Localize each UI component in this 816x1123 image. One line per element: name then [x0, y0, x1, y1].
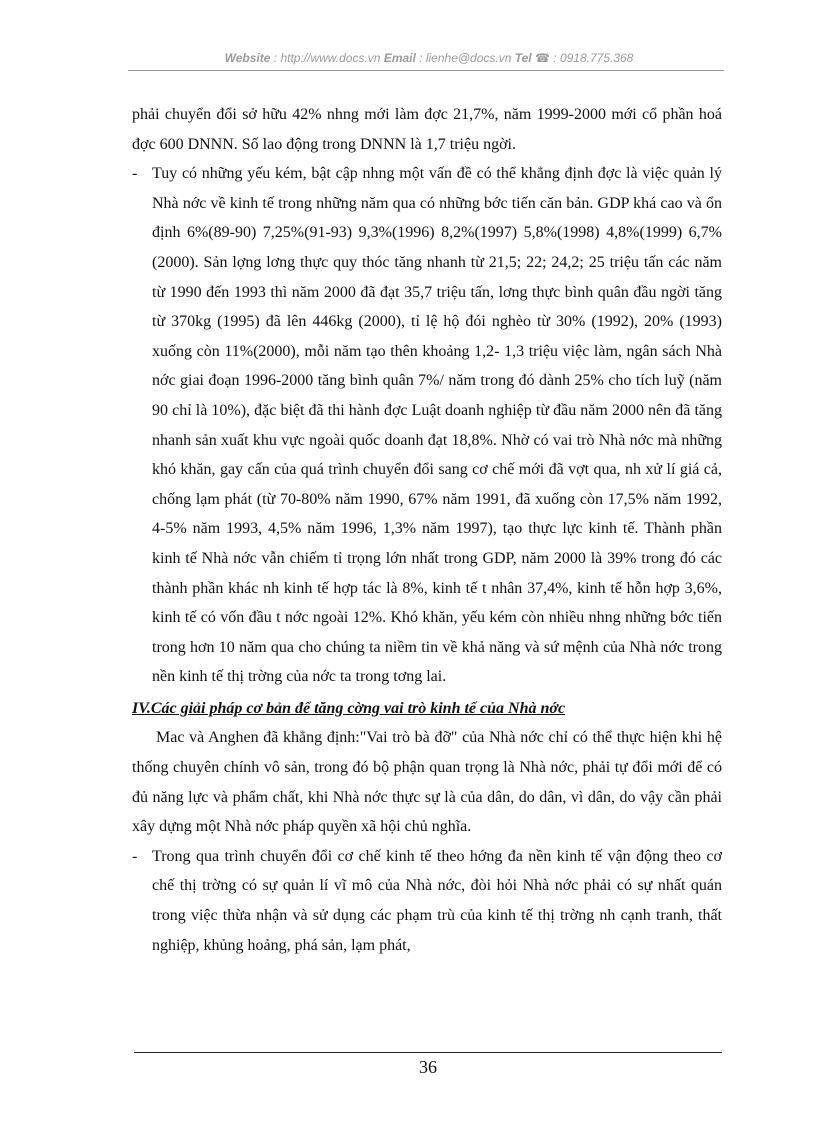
paragraph-3: Mac và Anghen đã khẳng định:"Vai trò bà đỡ" của Nhà nớc chỉ có thể thực hiện khi hệ thống chuyên chính vô sản, trong đó bộ phận quan trọng là Nhà nớc, phải tự đổi mới để có đủ năng lực và phẩm chất, khi Nhà nớc thực sự là của dân, do dân, vì dân, do vậy cần phải xây dựng một Nhà nớc pháp quyền xã hội chủ nghĩa.: [132, 729, 722, 836]
paragraph-4: [132, 842, 722, 960]
email-value: : lienhe@docs.vn: [415, 51, 515, 65]
paragraph-4-text: Trong qua trình chuyển đổi cơ chế kinh tế theo hớng đa nền kinh tế vận động theo cơ chế thị trờng có sự quản lí vĩ mô của Nhà nớc, đòi hỏi Nhà nớc phải có sự nhất quán trong việc thừa nhận và sử dụng các phạm trù của kinh tế thị trờng nh cạnh tranh, thất nghiệp, khủng hoảng, phá sản, lạm phát,: [152, 847, 722, 954]
document-body: [132, 100, 722, 960]
paragraph-2: [132, 159, 722, 692]
bullet-dash: -: [132, 847, 138, 865]
footer-divider: [134, 1052, 722, 1053]
tel-value: ☎ : 0918.775.368: [531, 51, 634, 65]
email-label: Email: [383, 51, 416, 65]
page-number: 36: [419, 1057, 437, 1077]
header-divider: [128, 70, 724, 71]
bullet-dash: -: [132, 165, 138, 183]
section-heading: IV.Các giải pháp cơ bản để tăng cờng vai trò kinh tế của Nhà nớc: [132, 699, 566, 717]
website-value: : http://www.docs.vn: [270, 51, 384, 65]
paragraph-1: phải chuyển đổi sở hữu 42% nhng mới làm đợc 21,7%, năm 1999-2000 mới cổ phần hoá đợc 600 DNNN. Số lao động trong DNNN là 1,7 triệu ngời.: [132, 106, 722, 153]
website-label: Website: [224, 51, 271, 65]
tel-label: Tel: [514, 51, 532, 65]
page-header: [134, 51, 724, 65]
paragraph-2-text: Tuy có những yếu kém, bật cập nhng một vấn đề có thể khẳng định đợc là việc quản lý Nhà nớc về kinh tế trong những năm qua có những bớc tiến căn bản. GDP khá cao và ổn định 6%(89-90) 7,25%(91-93) 9,3%(1996) 8,2%(1997) 5,8%(1998) 4,8%(1999) 6,7% (2000). Sản lợng lơng thực quy thóc tăng nhanh từ 21,5; 22; 24,2; 25 triệu tấn các năm từ 1990 đến 1993 thì năm 2000 đã đạt 35,7 triệu tấn, lơng thực bình quân đầu ngời tăng từ 370kg (1995) đã lên 446kg (2000), tỉ lệ hộ đói nghèo từ 30% (1992), 20% (1993) xuống còn 11%(2000), mỗi năm tạo thên khoảng 1,2- 1,3 triệu việc làm, ngân sách Nhà nớc giai đoạn 1996-2000 tăng bình quân 7%/ năm trong đó dành 25% cho tích luỹ (năm 90 chỉ là 10%), đặc biệt đã thi hành đợc Luật doanh nghiệp từ đầu năm 2000 nên đã tăng nhanh sản xuất khu vực ngoài quốc doanh đạt 18,8%. Nhờ có vai trò Nhà nớc mà những khó khăn, gay cấn của quá trình chuyển đổi sang cơ chế mới đã vợt qua, nh xử lí giá cả, chống lạm phát (từ 70-80% năm 1990, 67% năm 1991, đã xuống còn 17,5% năm 1992, 4-5% năm 1993, 4,5% năm 1996, 1,3% năm 1997), tạo thực lực kinh tế. Thành phần kinh tế Nhà nớc vẫn chiếm tỉ trọng lớn nhất trong GDP, năm 2000 là 39% trong đó các thành phần khác nh kinh tế hợp tác là 8%, kinh tế t nhân 37,4%, kinh tế hỗn hợp 3,6%, kinh tế có vốn đầu t nớc ngoài 12%. Khó khăn, yếu kém còn nhiều nhng những bớc tiến trong hơn 10 năm qua cho chúng ta niềm tin về khả năng và sứ mệnh của Nhà nớc trong nền kinh tế thị trờng của nớc ta trong tơng lai.: [152, 165, 722, 686]
